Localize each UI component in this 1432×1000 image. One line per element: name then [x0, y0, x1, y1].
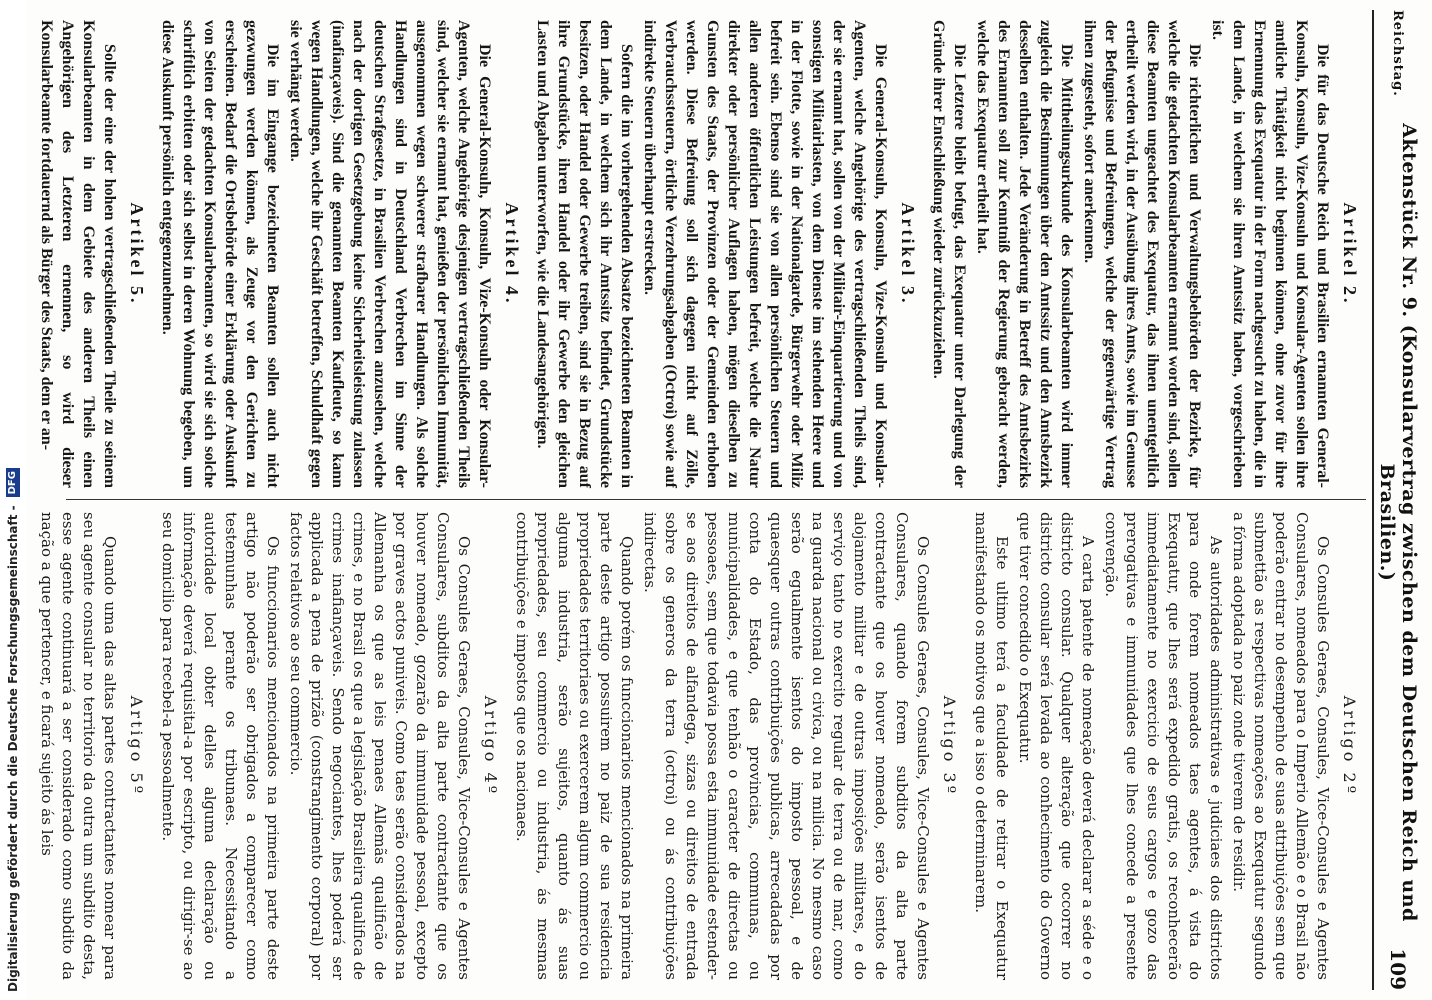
- german-article-4: [157, 20, 522, 488]
- article-paragraph: Die General-Konsuln, Konsuln, Vize-Konsuln oder Konsular-Agenten, welche Angehörige desjenigen vertragschließenden Theils sind, welcher sie ernannt hat, genießen der persönlichen Immunität, ausgenommen wegen schwerer strafbarer Handlungen. Als solche Handlungen sind in Deutschland Verbrechen im Sinne der deutschen Strafgesetze, in Brasilien Verbrechen anzusehen, welche nach der dortigen Gesetzgebung keine Sicherheitsleistung zulassen (inafiançaveis). Sind die genannten Beamten Kaufleute, so kann wegen Handlungen, welche ihr Geschäft betreffen, Schuldhaft gegen sie verhängt werden.: [287, 20, 493, 488]
- portuguese-article-5: [36, 512, 147, 980]
- page-number: 109: [1386, 948, 1410, 990]
- article-paragraph: Os Consules Geraes, Consules, Vice-Consules e Agentes Consulares, nomeados para o Imperio Allemão e o Brasil não poderão entrar no desempenho de suas attribuições sem que submettão as respectivas nomeações ao Exequatur segundo a fórma adoptada no paiz onde tiverem de residir.: [1230, 512, 1332, 980]
- digitization-strip: [0, 0, 26, 1000]
- article-paragraph: Die richterlichen und Verwaltungsbehörden der Bezirke, für welche die gedachten Konsularbeamten ernannt worden sind, sollen diese Beamten ungeachtet des Exequatur, das ihnen unentgeltlich ertheilt werden wird, in der Ausübung ihres Amts, sowie im Genusse der Befugnisse und Befreiungen, welche der gegenwärtige Vertrag ihnen zugesteht, sofort anerkennen.: [1081, 20, 1203, 488]
- article-heading: Artigo 2º: [1340, 695, 1359, 797]
- article-paragraph: Die im Eingange bezeichneten Beamten sollen auch nicht gezwungen werden können, als Zeuge vor den Gerichten zu erscheinen. Bedarf die Ortsbehörde einer Erklärung oder Auskunft von Seiten der gedachten Konsularbeamten, so wird sie sich solche schriftlich erbitten oder sich selbst in deren Wohnung begeben, um diese Auskunft persönlich entgegenzunehmen.: [159, 20, 281, 488]
- article-paragraph: Os Consules Geraes, Consules, Vice-Consules e Agentes Consulares, quando forem subditos da alta parte contractante que os houver nomeado, serão isentos de alojamento militar e de outras imposições militares, e do serviço tanto no exercito regular de terra ou de mar, como na guarda nacional ou civica, ou na milicia. No mesmo caso serão egualmente isentos do imposto pessoal, e de quaesquer outras contribuições publicas, arrecadadas por conta do Estado, das provincias, communas, ou municipalidades, e que tenhão o caracter de directas ou pessoaes, sem que todavia possa esta immunidade estender-se aos direitos de alfandega, sizas ou direitos de entrada sobre os generos da terra (octroi) ou ás contribuições indirectas.: [641, 512, 932, 980]
- article-paragraph: Die Letztere bleibt befugt, das Exequatur unter Darlegung der Gründe ihrer Entschließung wieder zurückzuziehen.: [930, 20, 968, 488]
- portuguese-article-2: [970, 512, 1360, 980]
- header-title: Aktenstück Nr. 9. (Konsularvertrag zwischen dem Deutschen Reich und Brasilien.): [1376, 123, 1420, 922]
- portuguese-column: [38, 512, 1366, 980]
- article-heading: Artigo 3º: [940, 695, 959, 797]
- article-heading: Artigo 5º: [127, 695, 146, 797]
- article-paragraph: Die Mittheilungsurkunde des Konsularbeamten wird immer zugleich die Bestimmungen über den Amtssitz und den Amtsbezirk desselben enthalten. Jede Veränderung in Betreff des Amtsbezirks des Ernannten soll zur Kenntniß der Regierung gebracht werden, welche das Exequatur ertheilt hat.: [974, 20, 1075, 488]
- german-article-2: [928, 20, 1360, 488]
- article-heading: Artikel 3.: [898, 202, 918, 306]
- article-paragraph: Sofern die im vorhergehenden Absatze bezeichneten Beamten in dem Lande, in welchem sich ihr Amtssitz befindet, Grundstücke besitzen, oder Handel oder Gewerbe treiben, sind sie in Bezug auf ihre Grundstücke, ihren Handel oder ihr Gewerbe den gleichen Lasten und Abgaben unterworfen, wie die Landesangehörigen.: [534, 20, 635, 488]
- article-heading: Artikel 4.: [502, 202, 522, 306]
- header-left-label: Reichstag.: [1390, 10, 1406, 97]
- article-heading: Artigo 4º: [481, 695, 500, 797]
- scanned-page: [26, 0, 1432, 1000]
- dfg-logo: DFG: [6, 468, 20, 497]
- article-paragraph: Este ultimo terá a faculdade de retirar o Exequatur manifestando os motivos que a isso o determinarem.: [972, 512, 1011, 980]
- article-paragraph: Os funccionarios mencionados na primeira parte deste artigo não poderão ser obrigados a comparecer como testemunhas perante os tribunaes. Necessitando a autoridade local obter delles alguma declaração ou informação deverá requisital-a por escripto, ou dirigir-se ao seu domicilio para recebel-a pessoalmente.: [159, 512, 282, 980]
- article-paragraph: Die für das Deutsche Reich und Brasilien ernannten General-Konsuln, Konsuln, Vize-Konsuln und Konsular-Agenten sollen ihre amtliche Thätigkeit nicht beginnen können, ohne zuvor für ihre Ernennung das Exequatur in der Form nachgesucht zu haben, die in dem Lande, in welchem sie ihren Amtssitz haben, vorgeschrieben ist.: [1209, 20, 1331, 488]
- article-paragraph: As autoridades administrativas e judiciaes dos districtos para onde forem nomeados taes agentes, á vista do Exequatur, que lhes será expedido gratis, os reconhecerão immediatamente no exercicio de seus cargos e gozo das prerogativas e immunidades que lhes concede a presente convenção.: [1102, 512, 1225, 980]
- page-content-rotated: [26, 0, 1432, 1000]
- article-paragraph: Quando porém os funccionarios mencionados na primeira parte deste artigo possuirem no paiz de sua residencia propriedades territoriaes ou exercerem algum commercio ou alguma industria, serão sujeitos, quanto ás suas propriedades, seu commercio ou industria, ás mesmas contribuições e impostos que os nacionaes.: [513, 512, 636, 980]
- article-heading: Artikel 5.: [127, 202, 147, 306]
- article-paragraph: A carta patente de nomeação deverá declarar a séde e o districto consular. Qualquer alteração que occorrer no districto consular será levada ao conhecimento do Governo que tiver concedido o Exequatur.: [1016, 512, 1097, 980]
- article-paragraph: Die General-Konsuln, Konsuln, Vize-Konsuln und Konsular-Agenten, welche Angehörige des vertragschließenden Theils sind, der sie ernannt hat, sollen von der Militair-Einquartierung und von sonstigen Militairlasten, von dem Dienste im stehenden Heere und in der Flotte, sowie in der Nationalgarde, Bürgerwehr oder Miliz befreit sein. Ebenso sind sie von allen persönlichen Steuern und allen anderen öffentlichen Leistungen befreit, welche die Natur direkter oder persönlicher Auflagen haben, mögen dieselben zu Gunsten des Staats, der Provinzen oder der Gemeinden erhoben werden. Diese Befreiung soll sich dagegen nicht auf Zölle, Verbrauchssteuern, örtliche Verzehrungsabgaben (Octroi) sowie auf indirekte Steuern überhaupt erstrecken.: [641, 20, 889, 488]
- digitization-note: Digitalisierung gefördert durch die Deutsche Forschungsgemeinschaft -: [6, 505, 20, 992]
- article-paragraph: Os Consules Geraes, Consules, Vice-Consules e Agentes Consulares, subditos da alta parte contractante que os houver nomeado, gozarão da immunidade pessoal, excepto por graves actos puniveis. Como taes serão considerados na Allemanha os que as leis penaes Allemãs qualificão de crimes, e no Brasil os que a legislação Brasileira qualifica de crimes inafiançaveis. Sendo negociantes, lhes poderá ser applicada a pena de prizão (constrangimento corporal) por factos relativos ao seu commercio.: [287, 512, 473, 980]
- portuguese-article-3: [511, 512, 960, 980]
- column-divider: [66, 499, 1366, 500]
- portuguese-article-4: [157, 512, 501, 980]
- article-paragraph: Quando uma das altas partes contractantes nomear para seu agente consular no territorio da outra um subdito desta, esse agente continuará a ser considerado como subdito da nação a que pertencer, e ficará sujeito ás leis: [38, 512, 119, 980]
- german-article-5: [36, 20, 147, 488]
- german-article-3: [532, 20, 918, 488]
- page-header: [1372, 10, 1422, 990]
- digitization-note-wrapper: [0, 0, 26, 1000]
- article-paragraph: Sollte der eine der hohen vertragschließenden Theile zu seinem Konsularbeamten in dem Gebiete des anderen Theils einen Angehörigen des Letzteren ernennen, so wird dieser Konsularbeamte fortdauernd als Bürger des Staats, dem er an-: [38, 20, 118, 488]
- article-heading: Artikel 2.: [1340, 202, 1360, 306]
- german-column: [38, 20, 1366, 488]
